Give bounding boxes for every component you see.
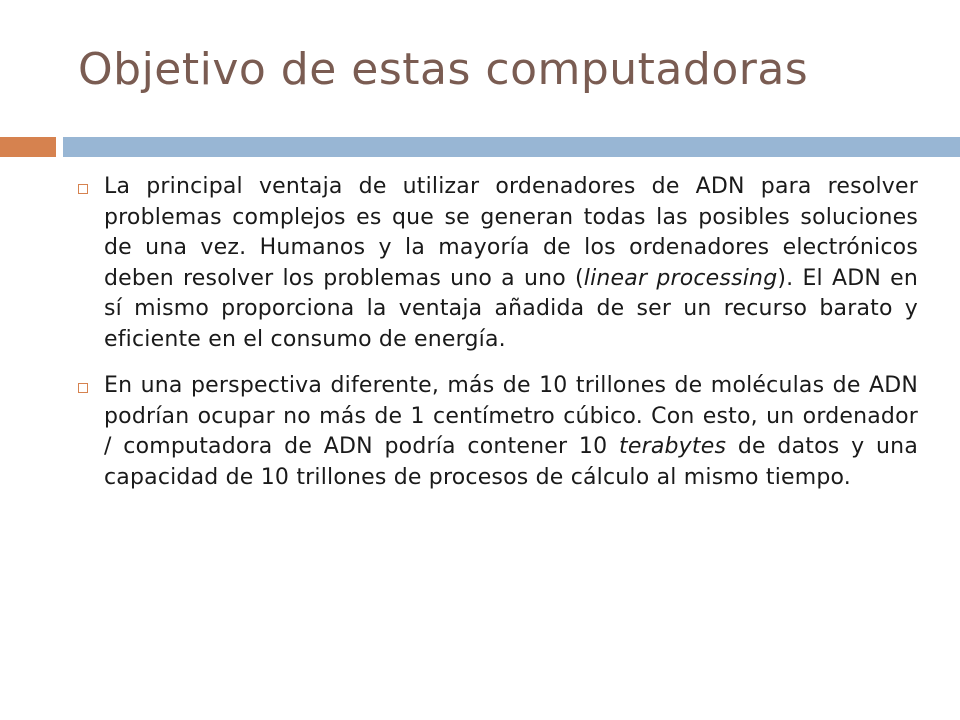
bullet-text	[104, 172, 918, 355]
bullet-text-segment: En una perspectiva diferente, más de 10 trillones de moléculas de ADN podrían ocupar no más de 1 centímetro cúbico. Con esto, un ordenador / computadora de ADN podría contener 10	[104, 373, 918, 459]
hollow-square-icon	[78, 383, 88, 393]
bullet-text-segment: La principal ventaja de utilizar ordenadores de ADN para resolver problemas complejos es que se generan todas las posibles soluciones de una vez. Humanos y la mayoría de los ordenadores electrónicos deben resolver los problemas uno a uno (	[104, 174, 918, 291]
slide-content	[78, 172, 918, 509]
hollow-square-icon	[78, 184, 88, 194]
bullet-item	[78, 371, 918, 493]
bullet-text-segment: ). El ADN en sí mismo proporciona la ventaja añadida de ser un recurso barato y eficiente en el consumo de energía.	[104, 265, 919, 352]
bullet-text-emphasis: linear processing	[583, 265, 778, 291]
title-rule-accent	[0, 137, 56, 157]
slide-title: Objetivo de estas computadoras	[78, 44, 809, 95]
bullet-text-segment: de datos y una capacidad de 10 trillones de procesos de cálculo al mismo tiempo.	[104, 434, 918, 490]
bullet-text-emphasis: terabytes	[619, 434, 727, 459]
bullet-item	[78, 172, 918, 355]
bullet-text	[104, 371, 918, 493]
title-rule-bar	[63, 137, 960, 157]
